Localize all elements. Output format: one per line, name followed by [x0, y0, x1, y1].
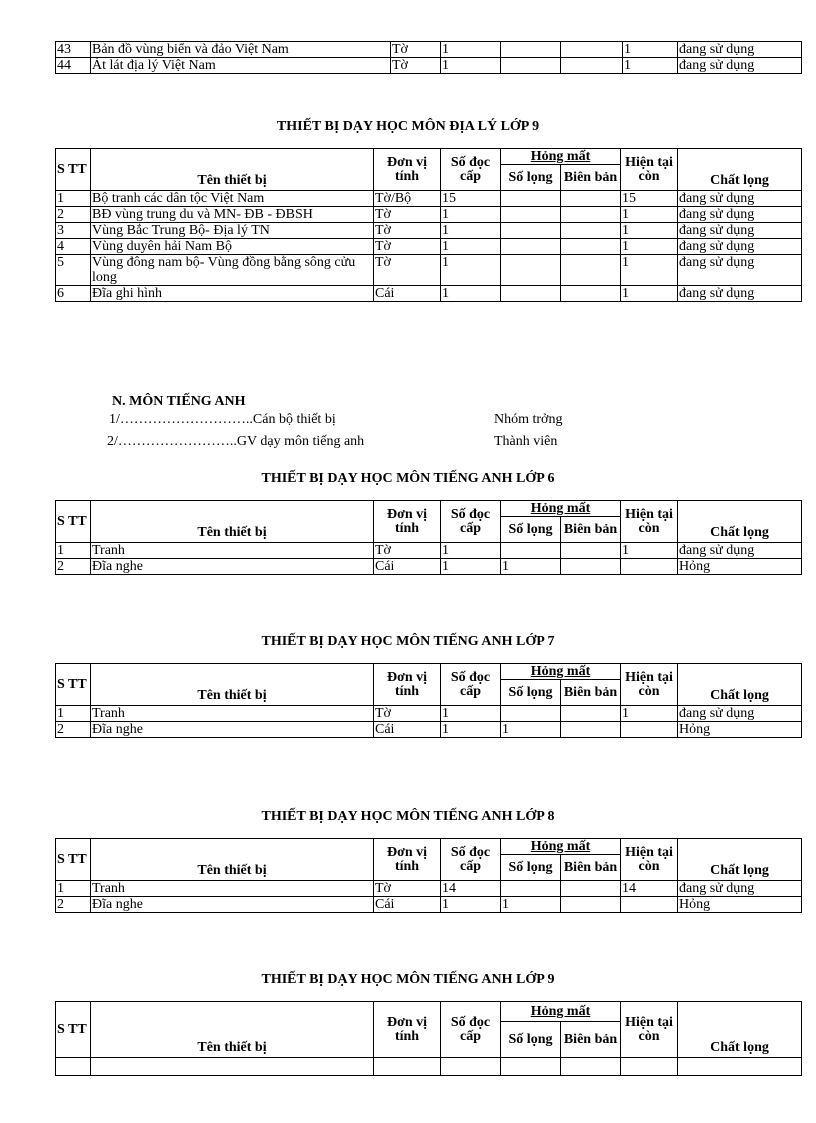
cell-unit: Tờ: [374, 543, 441, 559]
col-header-stt: S TT: [56, 501, 91, 543]
cell-stt: 2: [56, 207, 91, 223]
cell-received: 1: [441, 239, 501, 255]
table-title-eng6: THIẾT BỊ DẠY HỌC MÔN TIẾNG ANH LỚP 6: [261, 471, 555, 486]
col-header-record: Biên bản: [561, 855, 621, 881]
table-row: [56, 207, 802, 223]
col-header-qty: Số lọng: [501, 1022, 561, 1058]
table-cell: [678, 1058, 802, 1076]
cell-current: 1: [621, 207, 678, 223]
table-body: [56, 42, 802, 74]
col-header-stt: S TT: [56, 149, 91, 191]
cell-stt: 1: [56, 543, 91, 559]
cell-quality: đang sử dụng: [678, 255, 802, 286]
table-cell: [621, 1058, 678, 1076]
member-title-1: Nhóm trởng: [494, 412, 563, 427]
cell-stt: 1: [56, 881, 91, 897]
cell-current: 1: [621, 706, 678, 722]
table-row: [56, 722, 802, 738]
cell-quality: đang sử dụng: [678, 286, 802, 302]
cell-quality: đang sử dụng: [678, 191, 802, 207]
table-eng7: [55, 663, 802, 738]
cell-quality: Hỏng: [678, 722, 802, 738]
cell-qty: 1: [501, 722, 561, 738]
cell-received: 1: [441, 255, 501, 286]
table-cell: [374, 1058, 441, 1076]
col-header-current: Hiện tại còn: [621, 501, 678, 543]
table-cell: [56, 1058, 91, 1076]
col-header-name: Tên thiết bị: [91, 149, 374, 191]
cell-unit: Cái: [374, 897, 441, 913]
table-body: [56, 543, 802, 575]
col-header-record: Biên bản: [561, 680, 621, 706]
table-geo9: [55, 148, 802, 302]
col-header-damaged: Hỏng mất: [501, 839, 621, 855]
cell-name: Tranh: [91, 881, 374, 897]
cell-record: [561, 706, 621, 722]
cell-unit: Tờ: [374, 223, 441, 239]
cell-stt: 2: [56, 897, 91, 913]
col-header-quality: Chất lọng: [678, 664, 802, 706]
cell-record: [561, 543, 621, 559]
table-row: [56, 706, 802, 722]
cell-record: [561, 286, 621, 302]
cell-record: [561, 58, 623, 74]
section-heading: N. MÔN TIẾNG ANH: [112, 394, 246, 409]
table-title-eng9: THIẾT BỊ DẠY HỌC MÔN TIẾNG ANH LỚP 9: [261, 972, 555, 987]
col-header-received: Số đọc cấp: [441, 664, 501, 706]
cell-name: Đĩa nghe: [91, 559, 374, 575]
cell-qty: 1: [501, 897, 561, 913]
table-row: [56, 223, 802, 239]
cell-stt: 4: [56, 239, 91, 255]
cell-qty: [501, 239, 561, 255]
col-header-unit: Đơn vị tính: [374, 839, 441, 881]
cell-stt: 2: [56, 722, 91, 738]
cell-record: [561, 223, 621, 239]
table-row: [56, 881, 802, 897]
col-header-damaged: Hỏng mất: [501, 501, 621, 517]
cell-name: Tranh: [91, 543, 374, 559]
col-header-qty: Số lọng: [501, 165, 561, 191]
col-header-current: Hiện tại còn: [621, 839, 678, 881]
cell-qty: [501, 191, 561, 207]
cell-unit: Tờ: [391, 42, 441, 58]
table-header: [56, 1002, 802, 1058]
cell-qty: [501, 881, 561, 897]
member-line-1: 1/………………………..Cán bộ thiết bị: [109, 412, 336, 427]
cell-name: Đĩa nghe: [91, 722, 374, 738]
cell-stt: 1: [56, 191, 91, 207]
cell-received: 1: [441, 897, 501, 913]
table-row: [56, 255, 802, 286]
cell-current: 1: [623, 42, 678, 58]
cell-name: Đĩa ghi hình: [91, 286, 374, 302]
col-header-name: Tên thiết bị: [91, 664, 374, 706]
cell-current: 1: [621, 543, 678, 559]
table-cell: [91, 1058, 374, 1076]
cell-quality: đang sử dụng: [678, 239, 802, 255]
col-header-unit: Đơn vị tính: [374, 149, 441, 191]
col-header-name: Tên thiết bị: [91, 839, 374, 881]
cell-record: [561, 722, 621, 738]
cell-record: [561, 191, 621, 207]
cell-current: [621, 897, 678, 913]
table-row: [56, 42, 802, 58]
table-row: [56, 543, 802, 559]
cell-received: 1: [441, 58, 501, 74]
cell-unit: Tờ/Bộ: [374, 191, 441, 207]
table-eng8: [55, 838, 802, 913]
cell-quality: Hỏng: [678, 559, 802, 575]
member-title-2: Thành viên: [494, 434, 558, 449]
cell-stt: 6: [56, 286, 91, 302]
cell-current: 1: [621, 239, 678, 255]
cell-name: Vùng đông nam bộ- Vùng đồng bằng sông cửu long: [91, 255, 374, 286]
cell-current: [621, 559, 678, 575]
table-row: [56, 897, 802, 913]
cell-record: [561, 207, 621, 223]
col-header-received: Số đọc cấp: [441, 149, 501, 191]
col-header-quality: Chất lọng: [678, 149, 802, 191]
col-header-name: Tên thiết bị: [91, 501, 374, 543]
col-header-qty: Số lọng: [501, 517, 561, 543]
col-header-name: Tên thiết bị: [91, 1002, 374, 1058]
cell-received: 1: [441, 286, 501, 302]
table-body: [56, 191, 802, 302]
col-header-damaged: Hỏng mất: [501, 664, 621, 680]
cell-qty: 1: [501, 559, 561, 575]
col-header-current: Hiện tại còn: [621, 1002, 678, 1058]
cell-record: [561, 897, 621, 913]
col-header-quality: Chất lọng: [678, 839, 802, 881]
col-header-received: Số đọc cấp: [441, 839, 501, 881]
col-header-current: Hiện tại còn: [621, 149, 678, 191]
cell-name: BĐ vùng trung du và MN- ĐB - ĐBSH: [91, 207, 374, 223]
cell-unit: Cái: [374, 722, 441, 738]
col-header-received: Số đọc cấp: [441, 501, 501, 543]
col-header-damaged: Hỏng mất: [501, 149, 621, 165]
cell-current: 1: [623, 58, 678, 74]
col-header-record: Biên bản: [561, 1022, 621, 1058]
cell-qty: [501, 42, 561, 58]
cell-quality: đang sử dụng: [678, 543, 802, 559]
cell-name: Tranh: [91, 706, 374, 722]
table-row: [56, 1058, 802, 1076]
col-header-unit: Đơn vị tính: [374, 1002, 441, 1058]
col-header-received: Số đọc cấp: [441, 1002, 501, 1058]
cell-received: 1: [441, 543, 501, 559]
cell-quality: Hỏng: [678, 897, 802, 913]
table-row: [56, 239, 802, 255]
cell-qty: [501, 543, 561, 559]
cell-record: [561, 239, 621, 255]
cell-qty: [501, 207, 561, 223]
table-eng6: [55, 500, 802, 575]
cell-unit: Cái: [374, 559, 441, 575]
cell-quality: đang sử dụng: [678, 706, 802, 722]
cell-received: 1: [441, 559, 501, 575]
cell-stt: 1: [56, 706, 91, 722]
col-header-qty: Số lọng: [501, 680, 561, 706]
cell-unit: Tờ: [374, 706, 441, 722]
cell-unit: Cái: [374, 286, 441, 302]
cell-current: 1: [621, 286, 678, 302]
col-header-damaged: Hỏng mất: [501, 1002, 621, 1022]
cell-received: 1: [441, 706, 501, 722]
col-header-stt: S TT: [56, 1002, 91, 1058]
cell-qty: [501, 286, 561, 302]
table-title-eng8: THIẾT BỊ DẠY HỌC MÔN TIẾNG ANH LỚP 8: [261, 809, 555, 824]
cell-quality: đang sử dụng: [678, 223, 802, 239]
cell-received: 1: [441, 223, 501, 239]
cell-received: 1: [441, 42, 501, 58]
cell-record: [561, 255, 621, 286]
cell-unit: Tờ: [391, 58, 441, 74]
cell-qty: [501, 58, 561, 74]
cell-qty: [501, 255, 561, 286]
col-header-record: Biên bản: [561, 517, 621, 543]
member-line-2: 2/……………………..GV dạy môn tiếng anh: [107, 434, 365, 449]
col-header-stt: S TT: [56, 839, 91, 881]
cell-quality: đang sử dụng: [678, 207, 802, 223]
table-body: [56, 881, 802, 913]
col-header-stt: S TT: [56, 664, 91, 706]
cell-current: 14: [621, 881, 678, 897]
table-title-eng7: THIẾT BỊ DẠY HỌC MÔN TIẾNG ANH LỚP 7: [261, 634, 555, 649]
cell-received: 1: [441, 722, 501, 738]
cell-unit: Tờ: [374, 239, 441, 255]
cell-quality: đang sử dụng: [678, 42, 802, 58]
col-header-unit: Đơn vị tính: [374, 664, 441, 706]
col-header-quality: Chất lọng: [678, 501, 802, 543]
col-header-current: Hiện tại còn: [621, 664, 678, 706]
cell-current: [621, 722, 678, 738]
cell-quality: đang sử dụng: [678, 58, 802, 74]
cell-record: [561, 881, 621, 897]
cell-unit: Tờ: [374, 881, 441, 897]
cell-current: 1: [621, 255, 678, 286]
table-row: [56, 286, 802, 302]
cell-unit: Tờ: [374, 207, 441, 223]
cell-name: Vùng Bắc Trung Bộ- Địa lý TN: [91, 223, 374, 239]
table-body: [56, 1058, 802, 1076]
cell-received: 14: [441, 881, 501, 897]
col-header-qty: Số lọng: [501, 855, 561, 881]
cell-unit: Tờ: [374, 255, 441, 286]
cell-current: 15: [621, 191, 678, 207]
table-cell: [561, 1058, 621, 1076]
cell-quality: đang sử dụng: [678, 881, 802, 897]
table-header: [56, 839, 802, 881]
table-header: [56, 664, 802, 706]
table-header: [56, 149, 802, 191]
cell-name: Át lát địa lý Việt Nam: [91, 58, 391, 74]
cell-stt: 43: [56, 42, 91, 58]
cell-stt: 3: [56, 223, 91, 239]
col-header-quality: Chất lọng: [678, 1002, 802, 1058]
cell-stt: 44: [56, 58, 91, 74]
col-header-record: Biên bản: [561, 165, 621, 191]
cell-stt: 5: [56, 255, 91, 286]
table-header: [56, 501, 802, 543]
col-header-unit: Đơn vị tính: [374, 501, 441, 543]
table-cell: [441, 1058, 501, 1076]
cell-received: 15: [441, 191, 501, 207]
cell-current: 1: [621, 223, 678, 239]
cell-qty: [501, 706, 561, 722]
table-row: [56, 559, 802, 575]
table-continued: [55, 41, 802, 74]
table-row: [56, 191, 802, 207]
table-body: [56, 706, 802, 738]
table-cell: [501, 1058, 561, 1076]
table-eng9: [55, 1001, 802, 1076]
table-row: [56, 58, 802, 74]
cell-record: [561, 559, 621, 575]
cell-received: 1: [441, 207, 501, 223]
cell-name: Đĩa nghe: [91, 897, 374, 913]
cell-record: [561, 42, 623, 58]
table-title-geo9: THIẾT BỊ DẠY HỌC MÔN ĐỊA LÝ LỚP 9: [276, 119, 540, 134]
cell-qty: [501, 223, 561, 239]
cell-name: Vùng duyên hải Nam Bộ: [91, 239, 374, 255]
cell-name: Bản đồ vùng biển và đảo Việt Nam: [91, 42, 391, 58]
cell-name: Bộ tranh các dân tộc Việt Nam: [91, 191, 374, 207]
cell-stt: 2: [56, 559, 91, 575]
